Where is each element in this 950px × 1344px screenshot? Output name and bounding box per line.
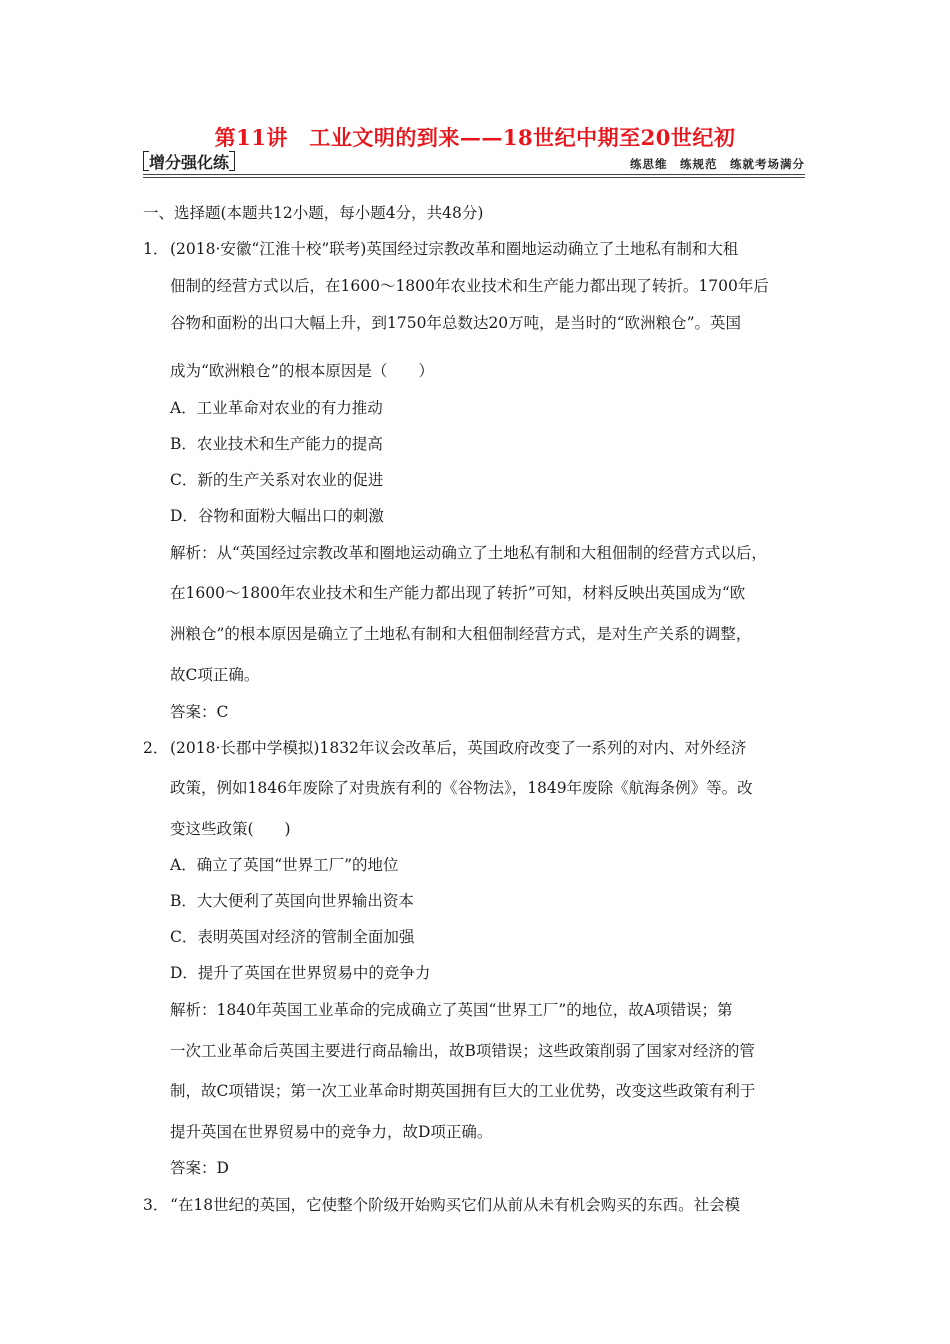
analysis-line: 故C项正确。 bbox=[170, 666, 260, 684]
analysis-line: 一次工业革命后英国主要进行商品输出，故B项错误；这些政策削弱了国家对经济的管 bbox=[170, 1042, 755, 1060]
answer: 答案：D bbox=[170, 1159, 229, 1177]
option-b: B．大大便利了英国向世界输出资本 bbox=[170, 892, 414, 910]
question-number: 2． bbox=[143, 739, 169, 757]
question-number: 1． bbox=[143, 240, 169, 258]
section-heading: 一、选择题(本题共12小题，每小题4分，共48分) bbox=[143, 204, 484, 222]
analysis-line: 解析：从“英国经过宗教改革和圈地运动确立了土地私有制和大租佃制的经营方式以后， bbox=[170, 544, 767, 562]
question-stem-line: (2018·长郡中学模拟)1832年议会改革后，英国政府改变了一系列的对内、对外经济 bbox=[170, 739, 747, 757]
option-d: D．谷物和面粉大幅出口的刺激 bbox=[170, 507, 384, 525]
question-stem-line: 变这些政策( ) bbox=[170, 820, 291, 838]
answer: 答案：C bbox=[170, 703, 229, 721]
analysis-line: 制，故C项错误；第一次工业革命时期英国拥有巨大的工业优势，改变这些政策有利于 bbox=[170, 1082, 756, 1100]
option-c: C．新的生产关系对农业的促进 bbox=[170, 471, 384, 489]
question-number: 3． bbox=[143, 1196, 169, 1214]
question-stem-line: 佃制的经营方式以后，在1600～1800年农业技术和生产能力都出现了转折。1700年后 bbox=[170, 277, 769, 295]
question-stem-line: 成为“欧洲粮仓”的根本原因是（ ） bbox=[170, 362, 434, 380]
option-a: A．确立了英国“世界工厂”的地位 bbox=[170, 856, 399, 874]
option-c: C．表明英国对经济的管制全面加强 bbox=[170, 928, 415, 946]
practice-badge: 增分强化练 bbox=[143, 150, 235, 173]
analysis-line: 解析：1840年英国工业革命的完成确立了英国“世界工厂”的地位，故A项错误；第 bbox=[170, 1001, 733, 1019]
option-b: B．农业技术和生产能力的提高 bbox=[170, 435, 383, 453]
analysis-line: 在1600～1800年农业技术和生产能力都出现了转折”可知，材料反映出英国成为“欧 bbox=[170, 584, 746, 602]
question-stem-line: 政策，例如1846年废除了对贵族有利的《谷物法》，1849年废除《航海条例》等。改 bbox=[170, 779, 753, 797]
option-d: D．提升了英国在世界贸易中的竞争力 bbox=[170, 964, 431, 982]
question-stem-line: 谷物和面粉的出口大幅上升，到1750年总数达20万吨，是当时的“欧洲粮仓”。英国 bbox=[170, 314, 742, 332]
analysis-line: 提升英国在世界贸易中的竞争力，故D项正确。 bbox=[170, 1123, 493, 1141]
option-a: A．工业革命对农业的有力推动 bbox=[170, 399, 383, 417]
header-divider bbox=[143, 174, 805, 178]
section-header bbox=[143, 150, 805, 176]
question-stem-line: (2018·安徽“江淮十校”联考)英国经过宗教改革和圈地运动确立了土地私有制和大租 bbox=[170, 240, 739, 258]
analysis-line: 洲粮仓”的根本原因是确立了土地私有制和大租佃制经营方式，是对生产关系的调整， bbox=[170, 625, 752, 643]
page-title: 第11讲 工业文明的到来——18世纪中期至20世纪初 bbox=[214, 125, 736, 150]
question-stem-line: “在18世纪的英国，它使整个阶级开始购买它们从前从未有机会购买的东西。社会模 bbox=[170, 1196, 741, 1214]
slogan: 练思维 练规范 练就考场满分 bbox=[630, 157, 805, 171]
